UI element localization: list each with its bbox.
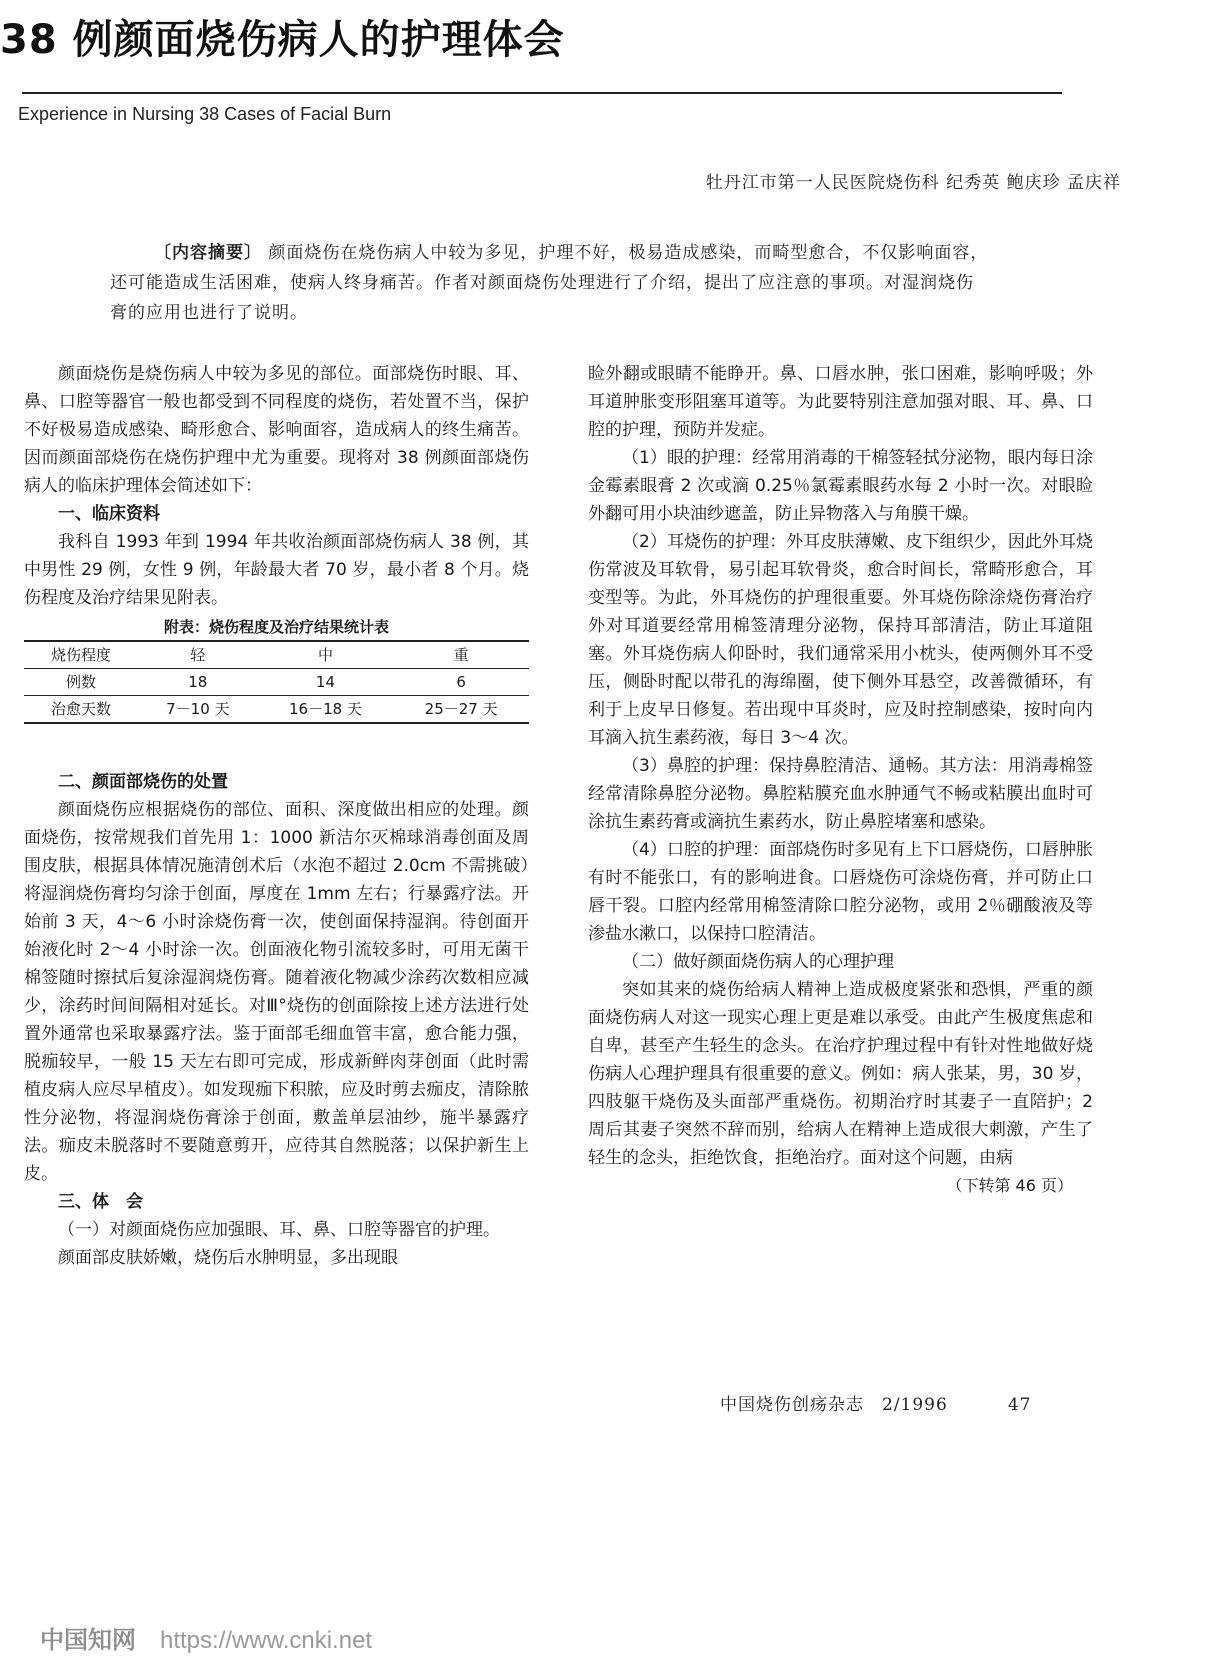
table-row	[24, 669, 529, 696]
left-column	[24, 360, 529, 1272]
abstract	[110, 238, 990, 328]
section-heading-experience: 三、体 会	[58, 1192, 143, 1212]
nose-care-paragraph: （3）鼻腔的护理：保持鼻腔清洁、通畅。其方法：用消毒棉签经常清除鼻腔分泌物。鼻腔粘膜充血水肿通气不畅或粘膜出血时可涂抗生素药膏或滴抗生素药水，防止鼻腔堵塞和感染。	[588, 756, 1093, 832]
experience-subheading: （一）对颜面烧伤应加强眼、耳、鼻、口腔等器官的护理。	[58, 1220, 500, 1240]
results-table-block	[24, 614, 529, 724]
table-cell: 6	[393, 669, 529, 696]
abstract-text: 颜面烧伤在烧伤病人中较为多见，护理不好，极易造成感染，而畸型愈合，不仅影响面容，还可能造成生活困难，使病人终身痛苦。作者对颜面烧伤处理进行了介绍，提出了应注意的事项。对湿润烧伤膏的应用也进行了说明。	[110, 243, 989, 323]
english-title: Experience in Nursing 38 Cases of Facial Burn	[18, 104, 392, 124]
continuation-paragraph: 睑外翻或眼睛不能睁开。鼻、口唇水肿，张口困难，影响呼吸；外耳道肿胀变形阻塞耳道等。为此要特别注意加强对眼、耳、鼻、口腔的护理，预防并发症。	[588, 364, 1093, 440]
table-cell: 25－27 天	[393, 696, 529, 724]
abstract-label: 〔内容摘要〕	[154, 243, 262, 263]
intro-paragraph: 颜面烧伤是烧伤病人中较为多见的部位。面部烧伤时眼、耳、鼻、口腔等器官一般也都受到不同程度的烧伤，若处置不当，保护不好极易造成感染、畸形愈合、影响面容，造成病人的终生痛苦。因而颜面部烧伤在烧伤护理中尤为重要。现将对 38 例颜面部烧伤病人的临床护理体会简述如下：	[24, 364, 529, 496]
table-cell: 轻	[138, 641, 258, 669]
table-cell: 18	[138, 669, 258, 696]
table-row	[24, 696, 529, 724]
table-caption: 附表：烧伤程度及治疗结果统计表	[163, 618, 389, 636]
page-number: 47	[1007, 1395, 1032, 1415]
table-cell: 例数	[24, 669, 138, 696]
section-heading-treatment: 二、颜面部烧伤的处置	[58, 772, 228, 792]
continued-note: （下转第 46 页）	[946, 1176, 1073, 1195]
psych-subheading: （二）做好颜面烧伤病人的心理护理	[622, 952, 894, 972]
right-column	[588, 360, 1093, 1200]
journal-name: 中国烧伤创疡杂志 2/1996	[720, 1395, 948, 1415]
table-cell: 中	[258, 641, 394, 669]
results-table	[24, 640, 529, 724]
table-cell: 14	[258, 669, 394, 696]
ear-care-paragraph: （2）耳烧伤的护理：外耳皮肤薄嫩、皮下组织少，因此外耳烧伤常波及耳软骨，易引起耳软骨炎，愈合时间长，常畸形愈合，耳变型等。为此，外耳烧伤的护理很重要。外耳烧伤除涂烧伤膏治疗外对耳道要经常用棉签清理分泌物，保持耳部清洁，防止耳道阻塞。外耳烧伤病人仰卧时，我们通常采用小枕头，使两侧外耳不受压，侧卧时配以带孔的海绵圈，使下侧外耳悬空，改善微循环，有利于上皮早日修复。若出现中耳炎时，应及时控制感染，按时向内耳滴入抗生素药液，每日 3～4 次。	[588, 532, 1093, 748]
author-affiliation: 牡丹江市第一人民医院烧伤科 纪秀英 鲍庆珍 孟庆祥	[705, 173, 1121, 193]
article-title: 38 例颜面烧伤病人的护理体会	[0, 17, 565, 63]
section-heading-clinical: 一、临床资料	[58, 504, 160, 524]
table-cell: 16－18 天	[258, 696, 394, 724]
psych-paragraph: 突如其来的烧伤给病人精神上造成极度紧张和恐惧，严重的颜面烧伤病人对这一现实心理上更是难以承受。由此产生极度焦虑和自卑，甚至产生轻生的念头。在治疗护理过程中有针对性地做好烧伤病人心理护理具有很重要的意义。例如：病人张某，男，30 岁，四肢躯干烧伤及头面部严重烧伤。初期治疗时其妻子一直陪护；2 周后其妻子突然不辞而别，给病人在精神上造成很大刺激，产生了轻生的念头，拒绝饮食，拒绝治疗。面对这个问题，由病	[588, 980, 1093, 1168]
page-footer	[720, 1390, 1031, 1415]
experience-paragraph: 颜面部皮肤娇嫩，烧伤后水肿明显，多出现眼	[58, 1248, 398, 1268]
cnki-url: https://www.cnki.net	[160, 1627, 373, 1654]
table-cell: 烧伤程度	[24, 641, 138, 669]
title-divider	[22, 92, 1062, 94]
table-cell: 治愈天数	[24, 696, 138, 724]
treatment-paragraph: 颜面烧伤应根据烧伤的部位、面积、深度做出相应的处理。颜面烧伤，按常规我们首先用 1：1000 新洁尔灭棉球消毒创面及周围皮肤，根据具体情况施清创术后（水泡不超过 2.0cm 不需挑破）将湿润烧伤膏均匀涂于创面，厚度在 1mm 左右；行暴露疗法。开始前 3 天，4～6 小时涂烧伤膏一次，使创面保持湿润。待创面开始液化时 2～4 小时涂一次。创面液化物引流较多时，可用无菌干棉签随时擦拭后复涂湿润烧伤膏。随着液化物减少涂药次数相应减少，涂药时间间隔相对延长。对Ⅲ°烧伤的创面除按上述方法进行处置外通常也采取暴露疗法。鉴于面部毛细血管丰富，愈合能力强，脱痂较早，一般 15 天左右即可完成，形成新鲜肉芽创面（此时需植皮病人应尽早植皮）。如发现痂下积脓，应及时剪去痂皮，清除脓性分泌物，将湿润烧伤膏涂于创面，敷盖单层油纱，施半暴露疗法。痂皮未脱落时不要随意剪开，应待其自然脱落；以保护新生上皮。	[24, 800, 529, 1184]
cnki-watermark	[40, 1620, 372, 1655]
clinical-paragraph: 我科自 1993 年到 1994 年共收治颜面部烧伤病人 38 例，其中男性 29 例，女性 9 例，年龄最大者 70 岁，最小者 8 个月。烧伤程度及治疗结果见附表。	[24, 532, 529, 608]
table-cell: 7－10 天	[138, 696, 258, 724]
cnki-logo: 中国知网	[40, 1627, 136, 1654]
table-row	[24, 641, 529, 669]
mouth-care-paragraph: （4）口腔的护理：面部烧伤时多见有上下口唇烧伤，口唇肿胀有时不能张口，有的影响进食。口唇烧伤可涂烧伤膏，并可防止口唇干裂。口腔内经常用棉签清除口腔分泌物，或用 2％硼酸液及等渗盐水漱口，以保持口腔清洁。	[588, 840, 1093, 944]
eye-care-paragraph: （1）眼的护理：经常用消毒的干棉签轻拭分泌物，眼内每日涂金霉素眼膏 2 次或滴 0.25％氯霉素眼药水每 2 小时一次。对眼睑外翻可用小块油纱遮盖，防止异物落入与角膜干燥。	[588, 448, 1093, 524]
table-cell: 重	[393, 641, 529, 669]
